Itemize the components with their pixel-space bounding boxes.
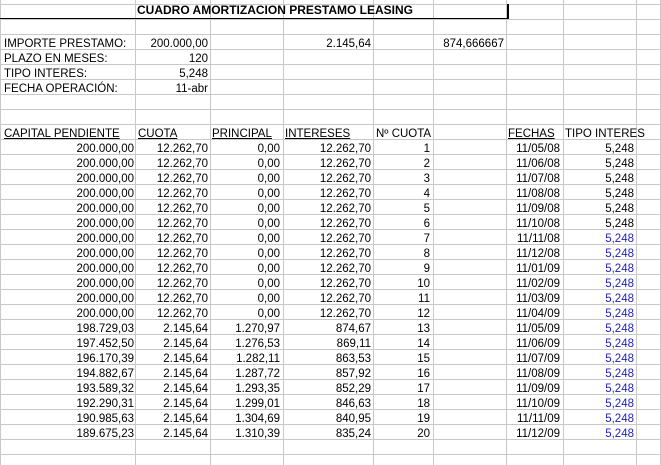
intereses-cell[interactable]: 12.262,70 xyxy=(319,233,371,245)
num-cuota-cell[interactable]: 20 xyxy=(417,428,430,440)
intereses-cell[interactable]: 874,67 xyxy=(335,323,371,335)
num-cuota-cell[interactable]: 18 xyxy=(417,398,430,410)
tipo-interes-cell[interactable]: 5,248 xyxy=(605,368,634,380)
fecha-cell[interactable]: 11/06/09 xyxy=(516,338,560,350)
fecha-cell[interactable]: 11/01/09 xyxy=(516,263,560,275)
num-cuota-cell[interactable]: 16 xyxy=(417,368,430,380)
cuota-cell[interactable]: 12.262,70 xyxy=(156,143,208,155)
capital-cell[interactable]: 200.000,00 xyxy=(76,188,134,200)
tipo-interes-cell[interactable]: 5,248 xyxy=(605,188,634,200)
num-cuota-cell[interactable]: 9 xyxy=(423,263,430,275)
capital-cell[interactable]: 200.000,00 xyxy=(76,293,134,305)
intereses-cell[interactable]: 12.262,70 xyxy=(319,218,371,230)
principal-cell[interactable]: 1.276,53 xyxy=(235,338,280,350)
principal-cell[interactable]: 1.293,35 xyxy=(235,383,280,395)
cuota-cell[interactable]: 2.145,64 xyxy=(163,353,208,365)
capital-cell[interactable]: 200.000,00 xyxy=(76,218,134,230)
header-num-cuota[interactable]: Nº CUOTA xyxy=(376,128,432,140)
num-cuota-cell[interactable]: 12 xyxy=(417,308,430,320)
capital-cell[interactable]: 198.729,03 xyxy=(76,323,134,335)
cuota-cell[interactable]: 2.145,64 xyxy=(163,413,208,425)
fecha-cell[interactable]: 11/06/08 xyxy=(516,158,560,170)
title-right-border xyxy=(507,4,509,19)
intereses-cell[interactable]: 12.262,70 xyxy=(319,188,371,200)
grid-row-line xyxy=(0,454,661,455)
intereses-cell[interactable]: 12.262,70 xyxy=(319,263,371,275)
num-cuota-cell[interactable]: 17 xyxy=(417,383,430,395)
principal-cell[interactable]: 0,00 xyxy=(257,233,280,245)
num-cuota-cell[interactable]: 15 xyxy=(417,353,430,365)
fecha-cell[interactable]: 11/08/09 xyxy=(516,368,560,380)
principal-cell[interactable]: 1.270,97 xyxy=(235,323,280,335)
extra-value-1[interactable]: 2.145,64 xyxy=(326,38,371,50)
capital-cell[interactable]: 192.290,31 xyxy=(76,398,134,410)
fecha-cell[interactable]: 11/09/08 xyxy=(516,203,560,215)
importe-value[interactable]: 200.000,00 xyxy=(150,38,208,50)
intereses-cell[interactable]: 846,63 xyxy=(335,398,371,410)
capital-cell[interactable]: 200.000,00 xyxy=(76,173,134,185)
tipo-interes-cell[interactable]: 5,248 xyxy=(605,143,634,155)
principal-cell[interactable]: 1.282,11 xyxy=(236,353,280,365)
principal-cell[interactable]: 0,00 xyxy=(257,173,280,185)
principal-cell[interactable]: 0,00 xyxy=(257,308,280,320)
capital-cell[interactable]: 190.985,63 xyxy=(76,413,134,425)
fecha-cell[interactable]: 11/12/09 xyxy=(516,428,560,440)
fecha-cell[interactable]: 11/10/09 xyxy=(516,398,560,410)
tipo-interes-cell[interactable]: 5,248 xyxy=(605,293,634,305)
cuota-cell[interactable]: 12.262,70 xyxy=(156,173,208,185)
principal-cell[interactable]: 0,00 xyxy=(257,188,280,200)
fecha-label[interactable]: FECHA OPERACIÓN: xyxy=(4,83,118,95)
tipo-interes-cell[interactable]: 5,248 xyxy=(605,413,634,425)
cuota-cell[interactable]: 12.262,70 xyxy=(156,233,208,245)
cuota-cell[interactable]: 2.145,64 xyxy=(163,383,208,395)
cuota-cell[interactable]: 12.262,70 xyxy=(156,218,208,230)
fecha-cell[interactable]: 11/11/09 xyxy=(516,413,560,425)
cuota-cell[interactable]: 2.145,64 xyxy=(163,398,208,410)
capital-cell[interactable]: 200.000,00 xyxy=(76,278,134,290)
num-cuota-cell[interactable]: 2 xyxy=(423,158,430,170)
cuota-cell[interactable]: 12.262,70 xyxy=(156,278,208,290)
num-cuota-cell[interactable]: 3 xyxy=(423,173,430,185)
capital-cell[interactable]: 196.170,39 xyxy=(76,353,134,365)
principal-cell[interactable]: 1.287,72 xyxy=(235,368,280,380)
num-cuota-cell[interactable]: 5 xyxy=(423,203,430,215)
fecha-cell[interactable]: 11/05/08 xyxy=(516,143,560,155)
tipo-interes-cell[interactable]: 5,248 xyxy=(605,263,634,275)
cuota-cell[interactable]: 2.145,64 xyxy=(163,368,208,380)
principal-cell[interactable]: 1.299,01 xyxy=(235,398,280,410)
fecha-cell[interactable]: 11/10/08 xyxy=(516,218,560,230)
tipo-interes-cell[interactable]: 5,248 xyxy=(605,203,634,215)
principal-cell[interactable]: 0,00 xyxy=(257,158,280,170)
tipo-interes-cell[interactable]: 5,248 xyxy=(605,233,634,245)
num-cuota-cell[interactable]: 19 xyxy=(417,413,430,425)
fecha-cell[interactable]: 11/02/09 xyxy=(516,278,560,290)
principal-cell[interactable]: 0,00 xyxy=(257,143,280,155)
capital-cell[interactable]: 197.452,50 xyxy=(76,338,134,350)
intereses-cell[interactable]: 12.262,70 xyxy=(319,293,371,305)
fecha-cell[interactable]: 11/03/09 xyxy=(516,293,560,305)
intereses-cell[interactable]: 835,24 xyxy=(335,428,371,440)
cuota-cell[interactable]: 12.262,70 xyxy=(156,308,208,320)
intereses-cell[interactable]: 869,11 xyxy=(336,338,371,350)
extra-value-2[interactable]: 874,666667 xyxy=(443,38,504,50)
capital-cell[interactable]: 200.000,00 xyxy=(76,308,134,320)
num-cuota-cell[interactable]: 10 xyxy=(417,278,430,290)
tipo-interes-cell[interactable]: 5,248 xyxy=(605,353,634,365)
num-cuota-cell[interactable]: 1 xyxy=(423,143,430,155)
capital-cell[interactable]: 189.675,23 xyxy=(76,428,134,440)
grid-column-line xyxy=(636,0,637,465)
fecha-cell[interactable]: 11/05/09 xyxy=(516,323,560,335)
intereses-cell[interactable]: 12.262,70 xyxy=(319,203,371,215)
capital-cell[interactable]: 194.882,67 xyxy=(76,368,134,380)
grid-column-line xyxy=(0,0,1,465)
tipo-interes-cell[interactable]: 5,248 xyxy=(605,158,634,170)
tipo-interes-cell[interactable]: 5,248 xyxy=(605,248,634,260)
tipo-interes-cell[interactable]: 5,248 xyxy=(605,398,634,410)
principal-cell[interactable]: 0,00 xyxy=(257,248,280,260)
sheet-title[interactable]: CUADRO AMORTIZACION PRESTAMO LEASING xyxy=(137,3,413,17)
fecha-cell[interactable]: 11/07/09 xyxy=(516,353,560,365)
tipo-interes-cell[interactable]: 5,248 xyxy=(605,428,634,440)
tipo-interes-cell[interactable]: 5,248 xyxy=(605,383,634,395)
principal-cell[interactable]: 0,00 xyxy=(257,203,280,215)
intereses-cell[interactable]: 857,92 xyxy=(335,368,371,380)
intereses-cell[interactable]: 852,29 xyxy=(335,383,371,395)
num-cuota-cell[interactable]: 14 xyxy=(417,338,430,350)
grid-row-line xyxy=(0,19,661,20)
tipo-interes-cell[interactable]: 5,248 xyxy=(605,218,634,230)
tipo-label[interactable]: TIPO INTERES: xyxy=(4,68,88,80)
grid-row-line xyxy=(0,109,661,110)
cuota-cell[interactable]: 2.145,64 xyxy=(163,323,208,335)
fecha-cell[interactable]: 11/07/08 xyxy=(516,173,560,185)
cuota-cell[interactable]: 12.262,70 xyxy=(156,203,208,215)
grid-row-line xyxy=(0,34,661,35)
grid-row-line xyxy=(0,124,661,125)
intereses-cell[interactable]: 12.262,70 xyxy=(319,278,371,290)
tipo-interes-cell[interactable]: 5,248 xyxy=(605,278,634,290)
num-cuota-cell[interactable]: 6 xyxy=(423,218,430,230)
capital-cell[interactable]: 200.000,00 xyxy=(76,203,134,215)
intereses-cell[interactable]: 863,53 xyxy=(335,353,371,365)
tipo-interes-cell[interactable]: 5,248 xyxy=(605,323,634,335)
capital-cell[interactable]: 200.000,00 xyxy=(76,143,134,155)
principal-cell[interactable]: 0,00 xyxy=(257,293,280,305)
capital-cell[interactable]: 200.000,00 xyxy=(76,248,134,260)
num-cuota-cell[interactable]: 4 xyxy=(423,188,430,200)
tipo-interes-cell[interactable]: 5,248 xyxy=(605,338,634,350)
intereses-cell[interactable]: 12.262,70 xyxy=(319,158,371,170)
grid-column-line xyxy=(433,0,434,465)
cuota-cell[interactable]: 12.262,70 xyxy=(156,188,208,200)
num-cuota-cell[interactable]: 8 xyxy=(423,248,430,260)
cuota-cell[interactable]: 12.262,70 xyxy=(156,158,208,170)
intereses-cell[interactable]: 12.262,70 xyxy=(319,248,371,260)
title-bottom-border xyxy=(0,18,508,19)
intereses-cell[interactable]: 840,95 xyxy=(335,413,371,425)
tipo-interes-cell[interactable]: 5,248 xyxy=(605,173,634,185)
intereses-cell[interactable]: 12.262,70 xyxy=(319,143,371,155)
header-cuota[interactable]: CUOTA xyxy=(138,128,178,140)
tipo-interes-cell[interactable]: 5,248 xyxy=(605,308,634,320)
cuota-cell[interactable]: 2.145,64 xyxy=(163,428,208,440)
header-principal[interactable]: PRINCIPAL xyxy=(212,128,272,140)
principal-cell[interactable]: 1.304,69 xyxy=(235,413,280,425)
cuota-cell[interactable]: 12.262,70 xyxy=(156,248,208,260)
fecha-cell[interactable]: 11/11/08 xyxy=(516,233,560,245)
principal-cell[interactable]: 0,00 xyxy=(257,263,280,275)
fecha-cell[interactable]: 11/08/08 xyxy=(516,188,560,200)
header-intereses[interactable]: INTERESES xyxy=(285,128,351,140)
header-fechas[interactable]: FECHAS xyxy=(508,128,555,140)
capital-cell[interactable]: 193.589,32 xyxy=(76,383,134,395)
fecha-cell[interactable]: 11/12/08 xyxy=(516,248,560,260)
capital-cell[interactable]: 200.000,00 xyxy=(76,158,134,170)
fecha-value[interactable]: 11-abr xyxy=(175,83,208,95)
header-tipo-interes[interactable]: TIPO INTERES xyxy=(565,128,645,140)
num-cuota-cell[interactable]: 13 xyxy=(417,323,430,335)
principal-cell[interactable]: 0,00 xyxy=(257,278,280,290)
importe-label[interactable]: IMPORTE PRESTAMO: xyxy=(4,38,127,50)
intereses-cell[interactable]: 12.262,70 xyxy=(319,173,371,185)
cuota-cell[interactable]: 12.262,70 xyxy=(156,293,208,305)
cuota-cell[interactable]: 12.262,70 xyxy=(156,263,208,275)
principal-cell[interactable]: 0,00 xyxy=(257,218,280,230)
header-capital[interactable]: CAPITAL PENDIENTE xyxy=(4,128,120,140)
tipo-value[interactable]: 5,248 xyxy=(179,68,208,80)
num-cuota-cell[interactable]: 7 xyxy=(423,233,430,245)
plazo-label[interactable]: PLAZO EN MESES: xyxy=(4,53,108,65)
principal-cell[interactable]: 1.310,39 xyxy=(235,428,280,440)
capital-cell[interactable]: 200.000,00 xyxy=(76,233,134,245)
plazo-value[interactable]: 120 xyxy=(188,53,208,65)
cuota-cell[interactable]: 2.145,64 xyxy=(163,338,208,350)
capital-cell[interactable]: 200.000,00 xyxy=(76,263,134,275)
fecha-cell[interactable]: 11/09/09 xyxy=(516,383,560,395)
num-cuota-cell[interactable]: 11 xyxy=(418,293,430,305)
intereses-cell[interactable]: 12.262,70 xyxy=(319,308,371,320)
fecha-cell[interactable]: 11/04/09 xyxy=(516,308,560,320)
